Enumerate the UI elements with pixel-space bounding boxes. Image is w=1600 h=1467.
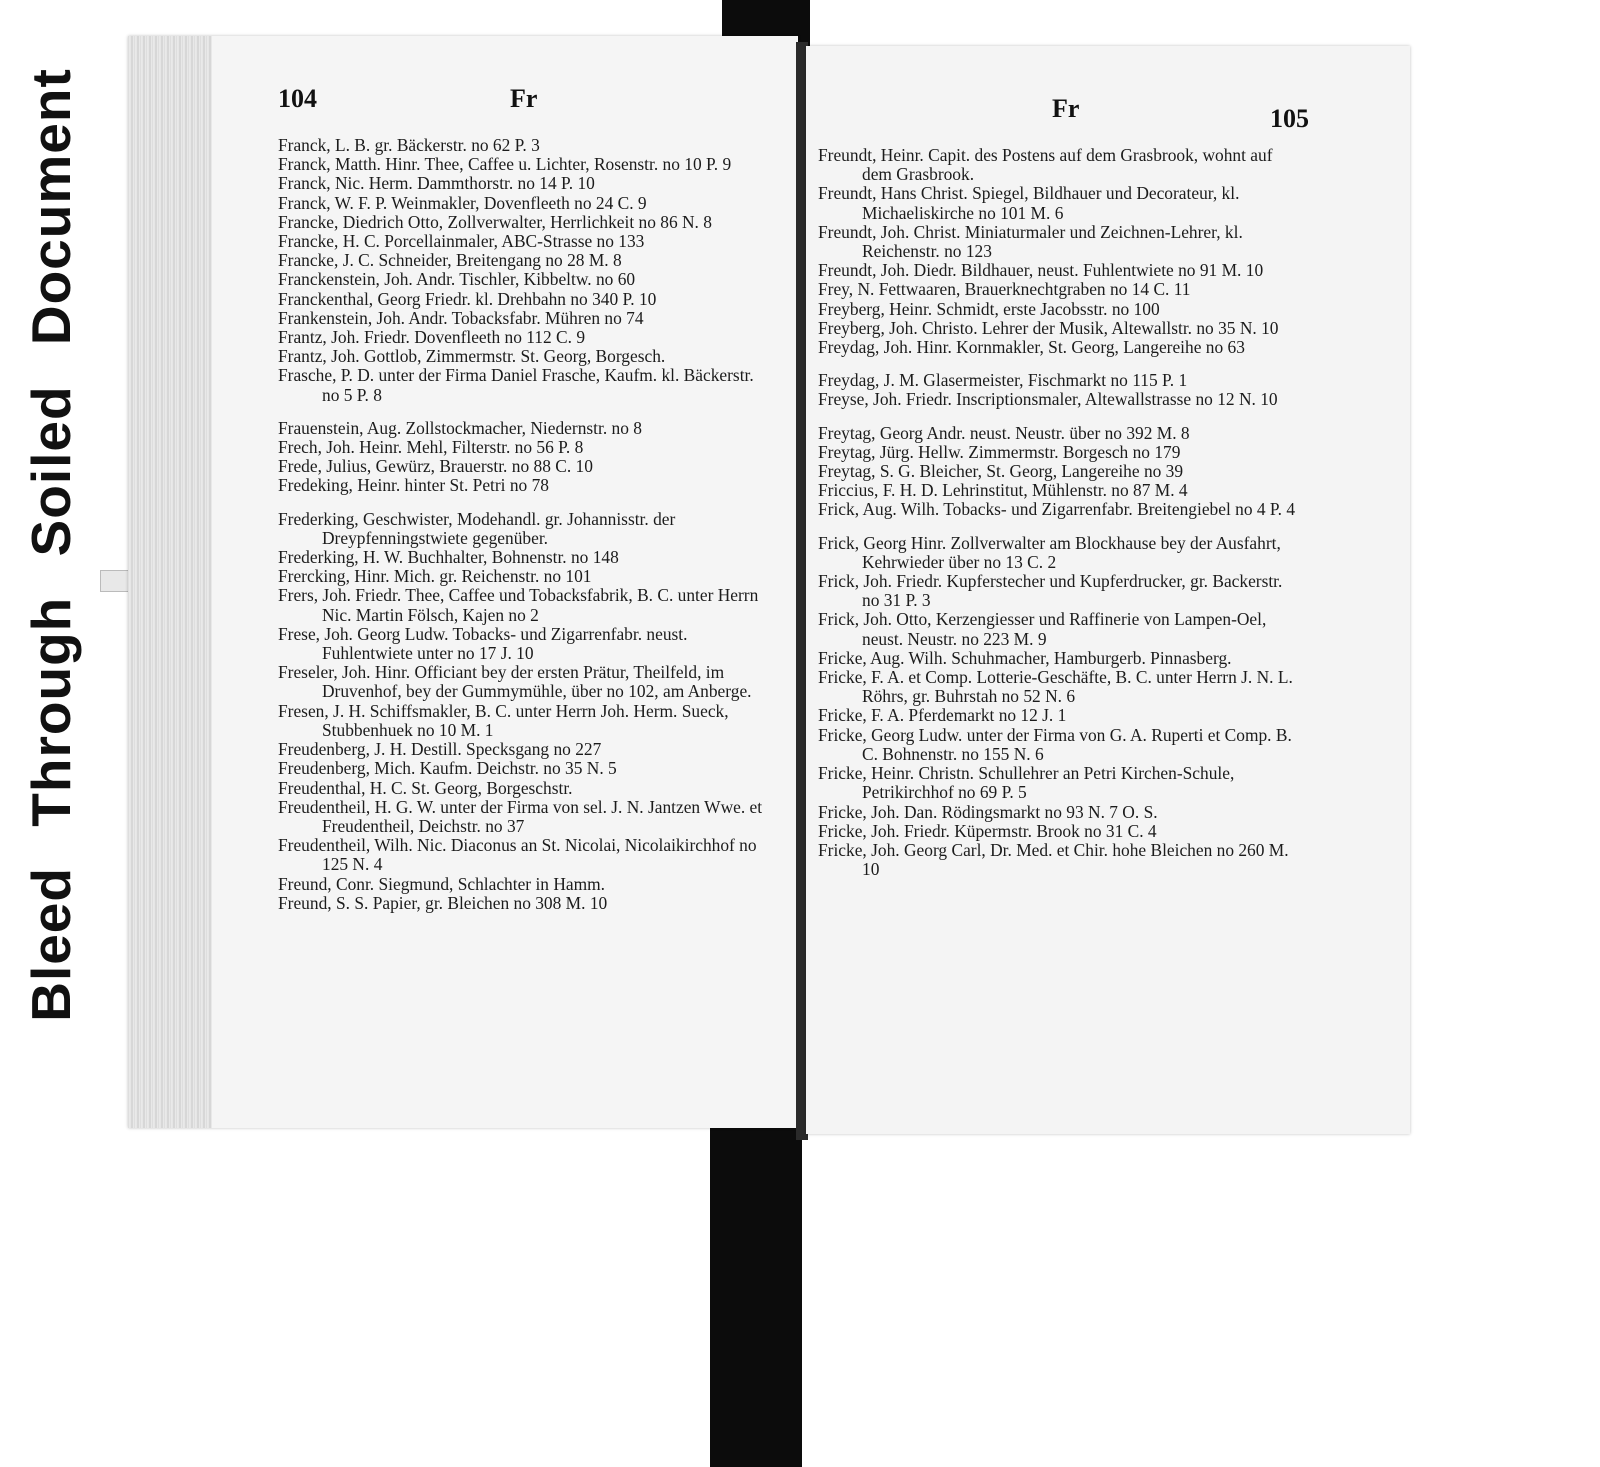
directory-entry: Freytag, S. G. Bleicher, St. Georg, Langereihe no 39 bbox=[818, 461, 1184, 482]
directory-entry: Freyse, Joh. Friedr. Inscriptionsmaler, Altewallstrasse no 12 N. 10 bbox=[818, 389, 1278, 410]
directory-entry: Freyberg, Heinr. Schmidt, erste Jacobsstr. no 100 bbox=[818, 298, 1160, 319]
directory-entry: Freudentheil, Wilh. Nic. Diaconus an St. Nicolai, Nicolaikirchhof no 125 N. 4 bbox=[278, 835, 757, 875]
directory-entry: Freundt, Hans Christ. Spiegel, Bildhauer und Decorateur, kl. Michaeliskirche no 101 M. 6 bbox=[818, 183, 1240, 223]
directory-entry: Fresen, J. H. Schiffsmakler, B. C. unter Herrn Joh. Herm. Sueck, Stubbenhuek no 10 M. 1 bbox=[278, 700, 729, 740]
page-number-left: 104 bbox=[278, 84, 317, 113]
directory-entry: Frey, N. Fettwaaren, Brauerknechtgraben no 14 C. 11 bbox=[818, 279, 1191, 300]
directory-entry: Friccius, F. H. D. Lehrinstitut, Mühlenstr. no 87 M. 4 bbox=[818, 480, 1188, 501]
label-word-through: Through bbox=[20, 596, 82, 827]
label-word-bleed: Bleed bbox=[20, 867, 82, 1022]
directory-entry: Franckenstein, Joh. Andr. Tischler, Kibbeltw. no 60 bbox=[278, 269, 636, 290]
left-entry-list bbox=[278, 136, 768, 913]
left-page bbox=[128, 36, 798, 1128]
directory-entry: Fricke, Georg Ludw. unter der Firma von G. A. Ruperti et Comp. B. C. Bohnenstr. no 155 N. 6 bbox=[818, 724, 1292, 764]
directory-entry: Francke, Diedrich Otto, Zollverwalter, Herrlichkeit no 86 N. 8 bbox=[278, 211, 712, 232]
directory-entry: Franckenthal, Georg Friedr. kl. Drehbahn no 340 P. 10 bbox=[278, 288, 657, 309]
right-entry-list bbox=[818, 146, 1304, 879]
directory-entry: Fricke, Joh. Georg Carl, Dr. Med. et Chir. hohe Bleichen no 260 M. 10 bbox=[818, 839, 1289, 880]
label-word-soiled: Soiled bbox=[20, 385, 82, 557]
right-page bbox=[806, 46, 1410, 1134]
directory-entry: Frederking, H. W. Buchhalter, Bohnenstr. no 148 bbox=[278, 547, 619, 568]
directory-entry: Franck, W. F. P. Weinmakler, Dovenfleeth no 24 C. 9 bbox=[278, 192, 647, 213]
directory-entry: Frick, Georg Hinr. Zollverwalter am Blockhause bey der Ausfahrt, Kehrwieder über no 13 C. 2 bbox=[818, 532, 1281, 572]
directory-entry: Freudenberg, Mich. Kaufm. Deichstr. no 35 N. 5 bbox=[278, 758, 617, 779]
directory-entry: Frede, Julius, Gewürz, Brauerstr. no 88 C. 10 bbox=[278, 456, 593, 477]
directory-entry: Freydag, Joh. Hinr. Kornmakler, St. Georg, Langereihe no 63 bbox=[818, 337, 1245, 358]
directory-entry: Freudentheil, H. G. W. unter der Firma von sel. J. N. Jantzen Wwe. et Freudentheil, Deichstr. no 37 bbox=[278, 796, 763, 836]
directory-entry: Frederking, Geschwister, Modehandl. gr. Johannisstr. der Dreypfenningstwiete gegenüber. bbox=[278, 508, 676, 548]
directory-entry: Freundt, Heinr. Capit. des Postens auf dem Grasbrook, wohnt auf dem Grasbrook. bbox=[818, 145, 1273, 185]
page-number-right: 105 bbox=[1270, 104, 1309, 133]
directory-entry: Frantz, Joh. Friedr. Dovenfleeth no 112 C. 9 bbox=[278, 327, 586, 348]
binding-strip-bottom bbox=[710, 1122, 802, 1467]
directory-entry: Franck, Matth. Hinr. Thee, Caffee u. Lichter, Rosenstr. no 10 P. 9 bbox=[278, 154, 732, 175]
directory-entry: Frasche, P. D. unter der Firma Daniel Frasche, Kaufm. kl. Bäckerstr. no 5 P. 8 bbox=[278, 365, 754, 405]
directory-entry: Fricke, Joh. Dan. Rödingsmarkt no 93 N. 7 O. S. bbox=[818, 801, 1158, 822]
directory-entry: Frers, Joh. Friedr. Thee, Caffee und Tobacksfabrik, B. C. unter Herrn Nic. Martin Fölsch, Kajen no 2 bbox=[278, 585, 759, 625]
directory-entry: Freytag, Georg Andr. neust. Neustr. über no 392 M. 8 bbox=[818, 422, 1190, 443]
directory-entry: Fricke, Aug. Wilh. Schuhmacher, Hamburgerb. Pinnasberg. bbox=[818, 647, 1232, 668]
directory-entry: Frercking, Hinr. Mich. gr. Reichenstr. no 101 bbox=[278, 566, 592, 587]
directory-entry: Fricke, Joh. Friedr. Küpermstr. Brook no 31 C. 4 bbox=[818, 820, 1157, 841]
running-head-right: Fr bbox=[1052, 94, 1080, 123]
directory-entry: Freydag, J. M. Glasermeister, Fischmarkt no 115 P. 1 bbox=[818, 370, 1188, 391]
directory-entry: Fredeking, Heinr. hinter St. Petri no 78 bbox=[278, 475, 549, 496]
directory-entry: Freudenberg, J. H. Destill. Specksgang no 227 bbox=[278, 739, 602, 760]
directory-entry: Frech, Joh. Heinr. Mehl, Filterstr. no 56 P. 8 bbox=[278, 437, 584, 458]
directory-entry: Fricke, Heinr. Christn. Schullehrer an Petri Kirchen-Schule, Petrikirchhof no 69 P. 5 bbox=[818, 763, 1235, 803]
directory-entry: Frick, Aug. Wilh. Tobacks- und Zigarrenfabr. Breitengiebel no 4 P. 4 bbox=[818, 499, 1296, 520]
directory-entry: Francke, J. C. Schneider, Breitengang no 28 M. 8 bbox=[278, 250, 622, 271]
directory-entry: Frick, Joh. Friedr. Kupferstecher und Kupferdrucker, gr. Backerstr. no 31 P. 3 bbox=[818, 571, 1283, 611]
directory-entry: Franck, Nic. Herm. Dammthorstr. no 14 P. 10 bbox=[278, 173, 595, 194]
page-edges bbox=[128, 36, 212, 1128]
running-head-left: Fr bbox=[510, 84, 538, 113]
directory-entry: Franck, L. B. gr. Bäckerstr. no 62 P. 3 bbox=[278, 135, 540, 155]
label-word-document: Document bbox=[20, 68, 82, 346]
directory-entry: Frauenstein, Aug. Zollstockmacher, Niedernstr. no 8 bbox=[278, 417, 642, 438]
directory-entry: Freseler, Joh. Hinr. Officiant bey der ersten Prätur, Theilfeld, im Druvenhof, bey der Gummymühle, über no 102, am Anberge. bbox=[278, 662, 752, 702]
directory-entry: Frantz, Joh. Gottlob, Zimmermstr. St. Georg, Borgesch. bbox=[278, 346, 666, 367]
directory-entry: Freyberg, Joh. Christo. Lehrer der Musik, Altewallstr. no 35 N. 10 bbox=[818, 317, 1279, 338]
directory-entry: Frese, Joh. Georg Ludw. Tobacks- und Zigarrenfabr. neust. Fuhlentwiete unter no 17 J. 10 bbox=[278, 623, 688, 664]
directory-entry: Freund, S. S. Papier, gr. Bleichen no 308 M. 10 bbox=[278, 892, 608, 913]
directory-entry: Freytag, Jürg. Hellw. Zimmermstr. Borgesch no 179 bbox=[818, 441, 1181, 462]
directory-entry: Frick, Joh. Otto, Kerzengiesser und Raffinerie von Lampen-Oel, neust. Neustr. no 223 M. 9 bbox=[818, 609, 1267, 649]
directory-entry: Freund, Conr. Siegmund, Schlachter in Hamm. bbox=[278, 873, 605, 894]
document-condition-label bbox=[18, 40, 84, 1050]
directory-entry: Freundt, Joh. Christ. Miniaturmaler und Zeichnen-Lehrer, kl. Reichenstr. no 123 bbox=[818, 221, 1243, 262]
open-book bbox=[128, 36, 1418, 1136]
directory-entry: Freudenthal, H. C. St. Georg, Borgeschstr. bbox=[278, 777, 573, 798]
directory-entry: Francke, H. C. Porcellainmaler, ABC-Strasse no 133 bbox=[278, 231, 645, 252]
directory-entry: Fricke, F. A. et Comp. Lotterie-Geschäfte, B. C. unter Herrn J. N. L. Röhrs, gr. Buhrstah no 52 N. 6 bbox=[818, 667, 1293, 707]
directory-entry: Fricke, F. A. Pferdemarkt no 12 J. 1 bbox=[818, 705, 1067, 726]
directory-entry: Frankenstein, Joh. Andr. Tobacksfabr. Mühren no 74 bbox=[278, 307, 644, 328]
directory-entry: Freundt, Joh. Diedr. Bildhauer, neust. Fuhlentwiete no 91 M. 10 bbox=[818, 260, 1264, 281]
